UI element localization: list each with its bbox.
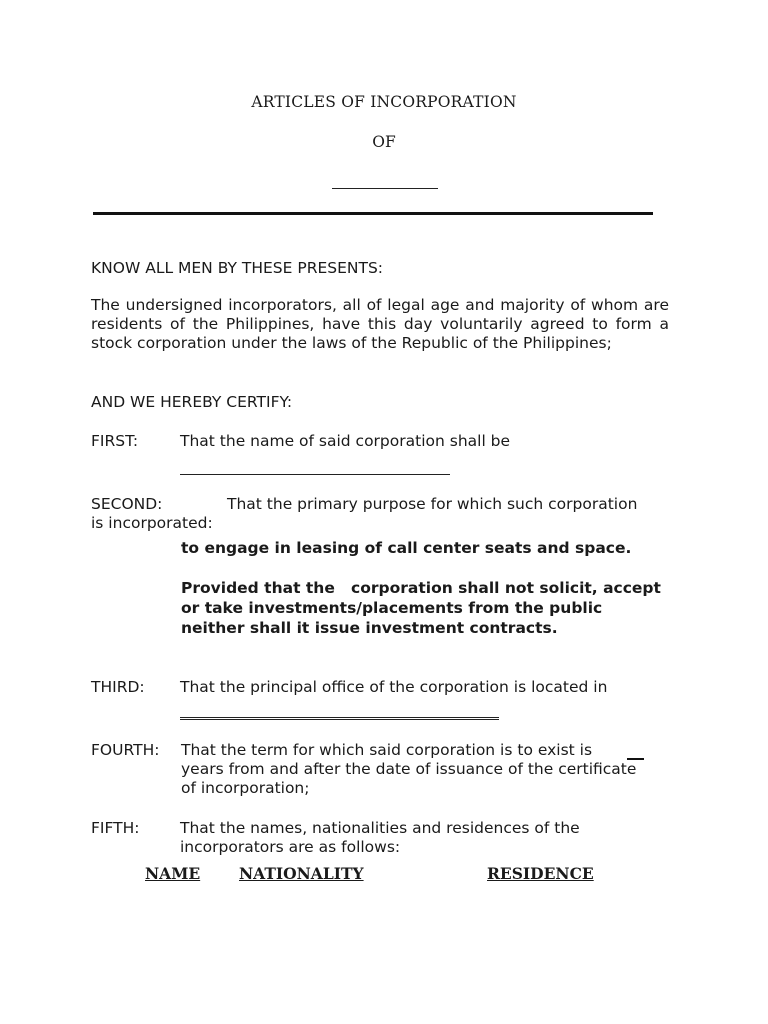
purpose-proviso: Provided that the corporation shall not solicit, accept or take investments/placements from the public neither shall it issue investment contracts. — [181, 579, 667, 637]
title-divider — [93, 212, 653, 215]
first-clause-blank — [180, 464, 450, 475]
document-title-of: OF — [372, 133, 396, 151]
document-title: ARTICLES OF INCORPORATION — [251, 93, 517, 111]
primary-purpose: to engage in leasing of call center seats and space. — [181, 539, 632, 557]
third-clause-text: That the principal office of the corporation is located in — [180, 678, 608, 696]
second-clause-label: SECOND: — [91, 495, 163, 513]
second-clause-continuation: is incorporated: — [91, 514, 213, 532]
fifth-clause-text: That the names, nationalities and residences of the incorporators are as follows: — [180, 819, 580, 856]
fourth-clause-label: FOURTH: — [91, 741, 160, 759]
column-header-residence: RESIDENCE — [487, 864, 594, 883]
certify-statement: AND WE HEREBY CERTIFY: — [91, 393, 293, 411]
corporation-name-blank — [332, 180, 438, 189]
third-clause-blank — [180, 709, 499, 720]
preamble: KNOW ALL MEN BY THESE PRESENTS: — [91, 259, 384, 277]
column-header-name: NAME — [145, 864, 201, 883]
first-clause-label: FIRST: — [91, 432, 139, 450]
second-clause-text: That the primary purpose for which such corporation — [227, 495, 638, 513]
third-clause-label: THIRD: — [91, 678, 145, 696]
fourth-clause-text: That the term for which said corporation is to exist is years from and after the date of issuance of the certificate of incorporation; — [181, 741, 642, 797]
term-years-blank — [627, 744, 644, 760]
fifth-clause-label: FIFTH: — [91, 819, 140, 837]
intro-paragraph: The undersigned incorporators, all of legal age and majority of whom are residents of the Philippines, have this day voluntarily agreed to form a stock corporation under the laws of the Republic of the Philippines; — [91, 296, 669, 352]
first-clause-text: That the name of said corporation shall be — [180, 432, 511, 450]
column-header-nationality: NATIONALITY — [239, 864, 364, 883]
